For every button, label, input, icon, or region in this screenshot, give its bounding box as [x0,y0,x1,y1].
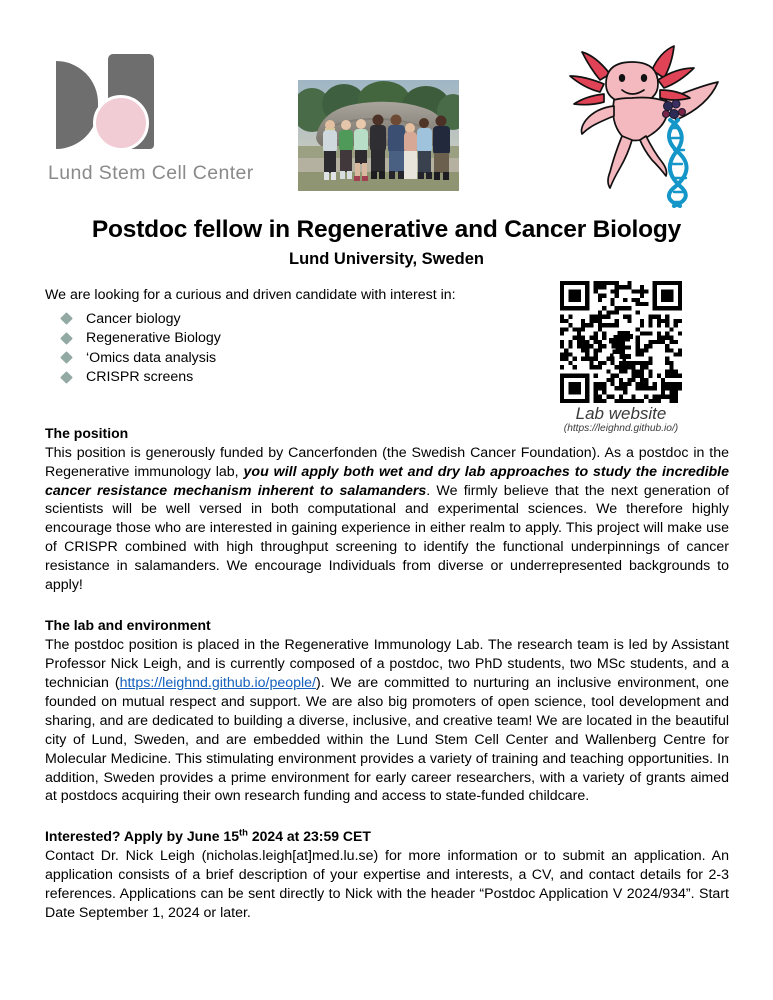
bullet-label: CRISPR screens [86,369,194,386]
logo-halfdisc-shape [56,61,98,149]
paragraph-text: This position is generously funded by Cancerfonden (the Swedish Cancer Foundation). As a postdoc in the Regenerative immunology lab, [45,444,729,480]
bullet-item [62,309,392,329]
emphasised-text: you will apply both wet and dry lab approaches to study the incredible cancer resistance mechanism inherent to salamanders [45,463,730,499]
paragraph-text: . We firmly believe that the next generation of scientists will be well versed in both computational and experimental sciences. We therefore highly encourage those who are interested in gaining experience in either realm to apply. This project will make use of CRISPR combined with high throughput screening to identify the functional underpinnings of cancer resistance in salamanders. We encourage Individuals from diverse or underrepresented backgrounds to apply! [45,482,729,594]
group-photo-image [298,80,459,191]
section-paragraph [45,444,729,596]
lab-people-link[interactable]: https://leighnd.github.io/people/ [119,674,316,691]
apply-heading-after: 2024 at 23:59 CET [247,828,371,845]
bullet-item [62,368,392,388]
intro-line: We are looking for a curious and driven candidate with interest in: [45,287,456,303]
diamond-bullet-icon [60,332,73,345]
qr-url: (https://leighnd.github.io/) [563,423,679,434]
body-content [45,424,729,923]
qr-code-icon[interactable] [560,281,682,403]
logo-mark-icon [56,48,181,156]
bullet-label: ‘Omics data analysis [86,349,217,366]
interest-bullet-list [62,309,392,387]
apply-heading-superscript: th [238,827,248,839]
diamond-bullet-icon [60,312,73,325]
section-paragraph [45,636,729,807]
paragraph-text: ). We are committed to nurturing an inclusive environment, one founded on mutual respect and support. We are also big promoters of open science, tool development and sharing, and are dedicated to building a diverse, inclusive, and creative team! We are located in the beautiful city of Lund, Sweden, and are embedded within the Lund Stem Cell Center and Wallenberg Centre for Molecular Medicine. This stimulating environment provides a variety of training and teaching opportunities. In addition, Sweden provides a prime environment for early career researchers, with a variety of grants aimed at postdocs acquiring their own research funding and access to state-funded childcare. [45,674,729,805]
page-title: Postdoc fellow in Regenerative and Cancer Biology [91,216,682,243]
section-apply [45,827,729,922]
paragraph-text: The postdoc position is placed in the Regenerative Immunology Lab. The research team is led by Assistant Professor Nick Leigh, and is currently composed of a postdoc, two PhD students, two MSc students, and a technician ( [45,636,729,691]
axolotl-image [548,40,748,212]
bullet-label: Cancer biology [86,310,181,327]
section-gap [45,806,729,827]
diamond-bullet-icon [60,371,73,384]
lund-stem-cell-center-logo [48,48,273,198]
bullet-item [62,348,392,368]
bullet-label: Regenerative Biology [86,330,221,347]
diamond-bullet-icon [60,351,73,364]
logo-pink-circle-shape [93,95,149,151]
group-photo [298,80,459,191]
header-band [0,38,773,198]
apply-heading-before: Interested? Apply by June 15 [45,828,239,845]
bullet-item [62,329,392,349]
section-gap [45,595,729,616]
logo-wordmark: Lund Stem Cell Center [48,162,254,184]
section-lab-and-environment [45,616,729,806]
axolotl-illustration [548,40,748,212]
section-heading: The position [45,425,129,441]
page-subtitle: Lund University, Sweden [289,250,484,268]
lab-website-qr-block[interactable] [556,281,686,434]
section-the-position [45,424,729,595]
section-heading: The lab and environment [45,617,211,634]
apply-paragraph: Contact Dr. Nick Leigh (nicholas.leigh[at]med.lu.se) for more information or to submit an application. An application consists of a brief description of your expertise and interests, a CV, and contact details for 2-3 references. Applications can be sent directly to Nick with the header “Postdoc Application V 2024/934”. Start Date September 1, 2024 or later. [45,848,729,921]
qr-caption: Lab website [575,404,667,423]
apply-heading [45,827,729,846]
